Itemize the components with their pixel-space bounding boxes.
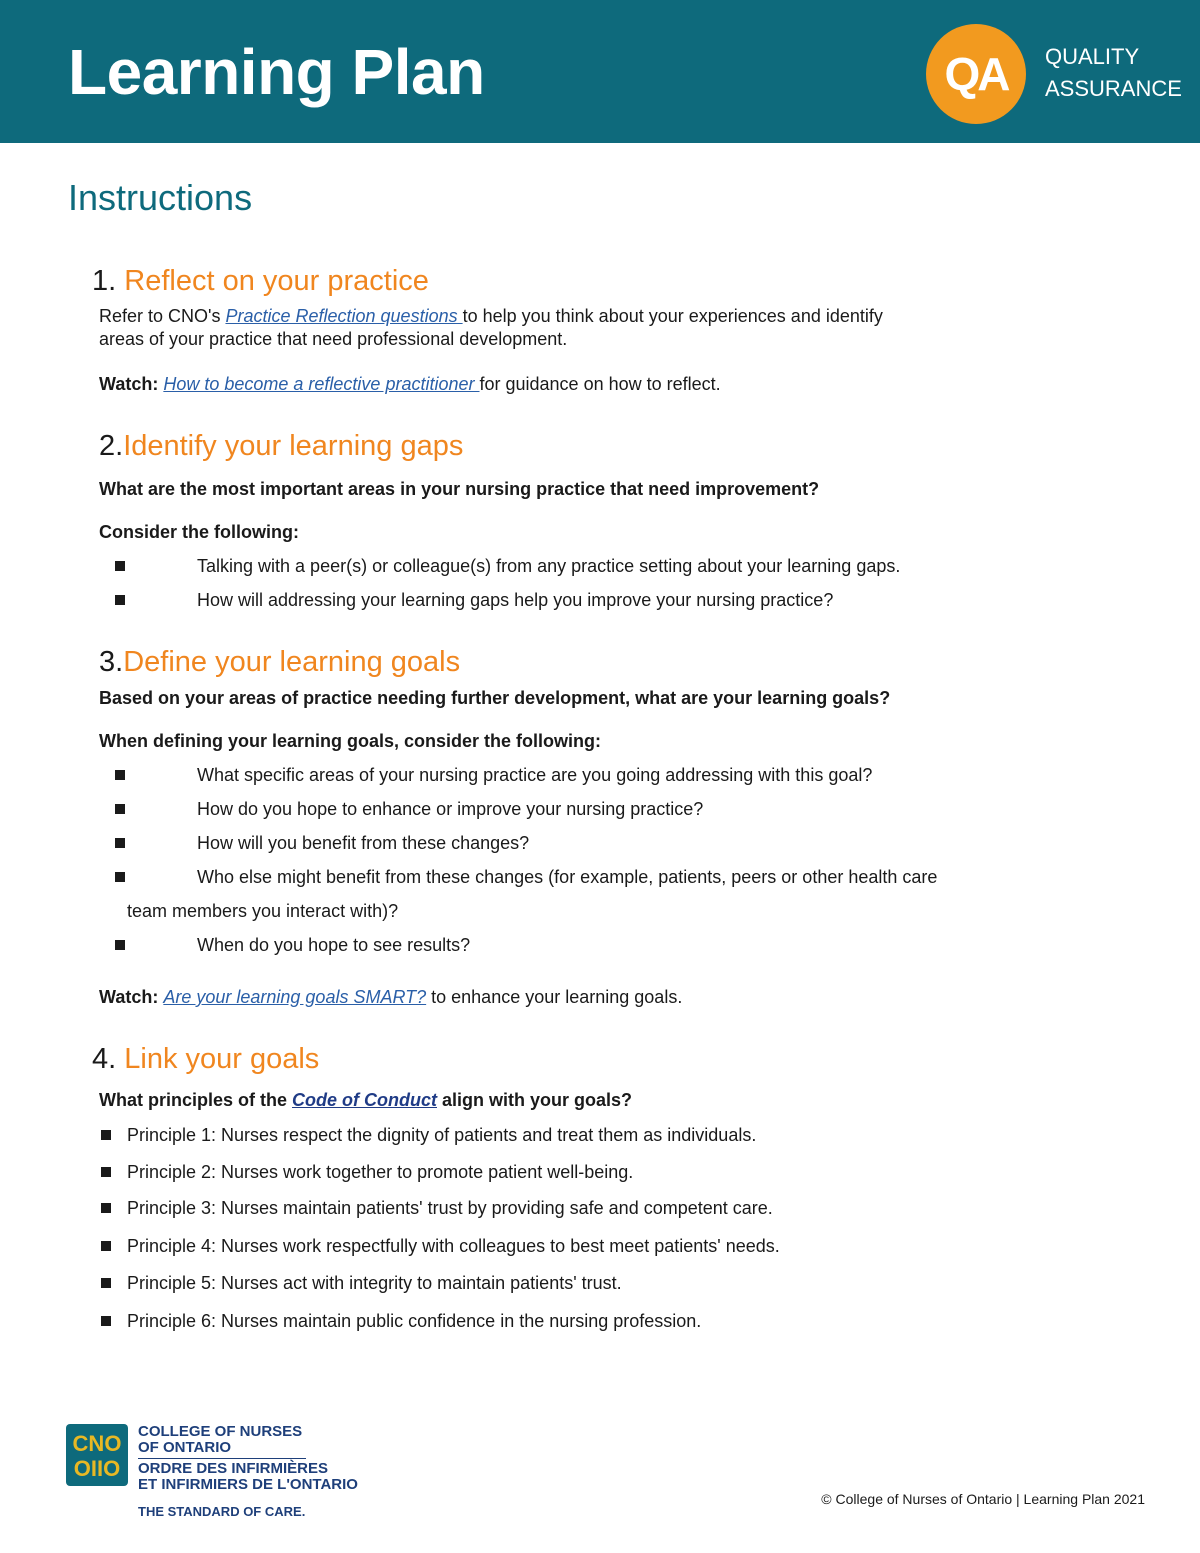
instructions-heading: Instructions xyxy=(68,177,253,218)
bullet-icon xyxy=(101,1203,111,1213)
section-1-heading xyxy=(92,265,429,298)
principle-text: Principle 2: Nurses work together to promote patient well-being. xyxy=(127,1162,634,1182)
section-2-title: Identify your learning gaps xyxy=(123,430,464,462)
section-3-question: Based on your areas of practice needing further development, what are your learning goals? xyxy=(99,688,891,708)
page-title: Learning Plan xyxy=(68,36,485,108)
org-name-divider xyxy=(138,1458,306,1459)
principle-text: Principle 5: Nurses act with integrity to maintain patients' trust. xyxy=(127,1273,622,1293)
list-item-text: What specific areas of your nursing practice are you going addressing with this goal? xyxy=(197,765,873,785)
qa-logo-line2: ASSURANCE xyxy=(1045,76,1182,101)
list-item-text: How do you hope to enhance or improve your nursing practice? xyxy=(197,799,704,819)
section-4-question-pre: What principles of the xyxy=(99,1090,293,1110)
section-2-heading xyxy=(99,430,463,463)
principle-text: Principle 6: Nurses maintain public confidence in the nursing profession. xyxy=(127,1311,702,1331)
section-1-watch xyxy=(99,373,721,396)
tagline: THE STANDARD OF CARE. xyxy=(138,1504,306,1519)
bullet-icon xyxy=(101,1316,111,1326)
section-4-number: 4. xyxy=(92,1043,117,1075)
list-item-continuation: team members you interact with)? xyxy=(127,901,399,921)
cno-logo-icon xyxy=(66,1424,128,1486)
org-name-line2: OF ONTARIO xyxy=(138,1439,232,1456)
code-of-conduct-link[interactable]: Code of Conduct xyxy=(292,1090,437,1110)
section-1-intro-line2: areas of your practice that need professional development. xyxy=(99,329,568,349)
section-4-question-post: align with your goals? xyxy=(437,1090,633,1110)
section-1-intro-post: to help you think about your experiences and identify xyxy=(462,306,883,326)
bullet-icon xyxy=(115,940,125,950)
org-name-line3: ORDRE DES INFIRMIÈRES xyxy=(138,1460,329,1477)
section-4-question xyxy=(99,1089,632,1112)
list-item-text: Who else might benefit from these changes (for example, patients, peers or other health care xyxy=(197,867,938,887)
svg-text:OIIO: OIIO xyxy=(73,1456,121,1481)
section-3-title: Define your learning goals xyxy=(123,646,461,678)
section-3-watch xyxy=(99,986,682,1009)
smart-goals-link[interactable]: Are your learning goals SMART? xyxy=(163,987,427,1007)
principle-text: Principle 4: Nurses work respectfully with colleagues to best meet patients' needs. xyxy=(127,1236,780,1256)
section-4-title: Link your goals xyxy=(124,1043,320,1075)
bullet-icon xyxy=(101,1167,111,1177)
principle-text: Principle 1: Nurses respect the dignity of patients and treat them as individuals. xyxy=(127,1125,757,1145)
section-1-intro-pre: Refer to CNO's xyxy=(99,306,226,326)
watch-label: Watch: xyxy=(99,987,159,1007)
section-1-title: Reflect on your practice xyxy=(124,265,429,297)
section-1-number: 1. xyxy=(92,265,117,297)
list-item-text: When do you hope to see results? xyxy=(197,935,471,955)
section-2-consider: Consider the following: xyxy=(99,522,299,542)
section-1-watch-post: for guidance on how to reflect. xyxy=(479,374,721,394)
list-item-text: Talking with a peer(s) or colleague(s) from any practice setting about your learning gaps. xyxy=(197,556,901,576)
section-1-intro xyxy=(99,305,883,328)
org-name-line4: ET INFIRMIERS DE L'ONTARIO xyxy=(138,1476,358,1493)
bullet-icon xyxy=(101,1241,111,1251)
cno-org-name xyxy=(138,1424,358,1493)
section-4-heading xyxy=(92,1043,319,1076)
bullet-icon xyxy=(115,804,125,814)
reflective-practitioner-link[interactable]: How to become a reflective practitioner xyxy=(163,374,480,394)
practice-reflection-link[interactable]: Practice Reflection questions xyxy=(225,306,463,326)
bullet-icon xyxy=(115,838,125,848)
section-3-heading xyxy=(99,646,460,679)
qa-logo-line1: QUALITY xyxy=(1045,44,1140,69)
principle-text: Principle 3: Nurses maintain patients' trust by providing safe and competent care. xyxy=(127,1198,773,1218)
svg-text:CNO: CNO xyxy=(72,1431,122,1456)
bullet-icon xyxy=(115,872,125,882)
bullet-icon xyxy=(115,595,125,605)
section-2-question: What are the most important areas in your nursing practice that need improvement? xyxy=(99,479,820,499)
bullet-icon xyxy=(101,1278,111,1288)
section-3-number: 3. xyxy=(99,646,124,678)
list-item-text: How will addressing your learning gaps help you improve your nursing practice? xyxy=(197,590,834,610)
section-2-number: 2. xyxy=(99,430,124,462)
header-banner xyxy=(0,0,1200,143)
bullet-icon xyxy=(115,561,125,571)
watch-label: Watch: xyxy=(99,374,159,394)
section-3-consider: When defining your learning goals, consider the following: xyxy=(99,731,602,751)
org-name-line1: COLLEGE OF NURSES xyxy=(138,1423,303,1440)
copyright: © College of Nurses of Ontario | Learning Plan 2021 xyxy=(821,1491,1145,1507)
list-item-text: How will you benefit from these changes? xyxy=(197,833,530,853)
qa-logo-text xyxy=(1045,41,1182,105)
bullet-icon xyxy=(115,770,125,780)
section-3-watch-post: to enhance your learning goals. xyxy=(426,987,683,1007)
qa-logo: QA xyxy=(926,24,1026,124)
bullet-icon xyxy=(101,1130,111,1140)
